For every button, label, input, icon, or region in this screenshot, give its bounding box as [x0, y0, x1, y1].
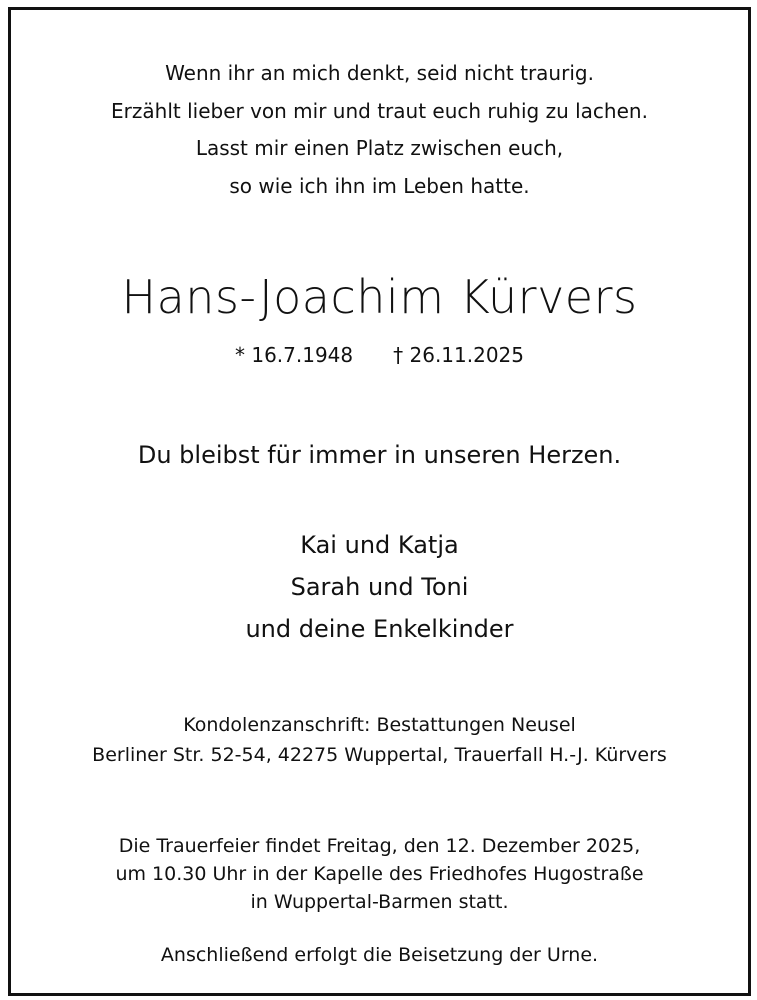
poem-line: Erzählt lieber von mir und traut euch ruhig zu lachen. — [111, 98, 648, 123]
mourner-line: und deine Enkelkinder — [245, 615, 514, 643]
death-date: † 26.11.2025 — [393, 343, 525, 367]
urn-burial-note: Anschließend erfolgt die Beisetzung der Urne. — [160, 944, 599, 966]
life-dates — [11, 340, 748, 370]
funeral-ceremony-info — [11, 832, 748, 916]
poem-line: Lasst mir einen Platz zwischen euch, — [195, 136, 564, 160]
deceased-name: Hans-Joachim Kürvers — [121, 270, 638, 324]
ceremony-line: Die Trauerfeier findet Freitag, den 12. Dezember 2025, — [118, 835, 641, 857]
poem-line: so wie ich ihn im Leben hatte. — [229, 173, 530, 198]
condolence-address — [11, 710, 748, 770]
mourners-block — [11, 524, 748, 650]
poem-block — [11, 55, 748, 205]
obituary-frame — [8, 7, 751, 996]
condolence-line: Kondolenzanschrift: Bestattungen Neusel — [183, 714, 576, 736]
birth-date: * 16.7.1948 — [234, 343, 354, 367]
mourner-line: Kai und Katja — [300, 531, 459, 559]
memorial-motto: Du bleibst für immer in unseren Herzen. — [137, 441, 622, 469]
ceremony-line: in Wuppertal-Barmen statt. — [250, 891, 509, 913]
poem-line: Wenn ihr an mich denkt, seid nicht traurig. — [165, 61, 594, 85]
mourner-line: Sarah und Toni — [290, 573, 469, 601]
condolence-line: Berliner Str. 52-54, 42275 Wuppertal, Trauerfall H.-J. Kürvers — [92, 744, 667, 766]
ceremony-line: um 10.30 Uhr in der Kapelle des Friedhofes Hugostraße — [115, 863, 644, 885]
